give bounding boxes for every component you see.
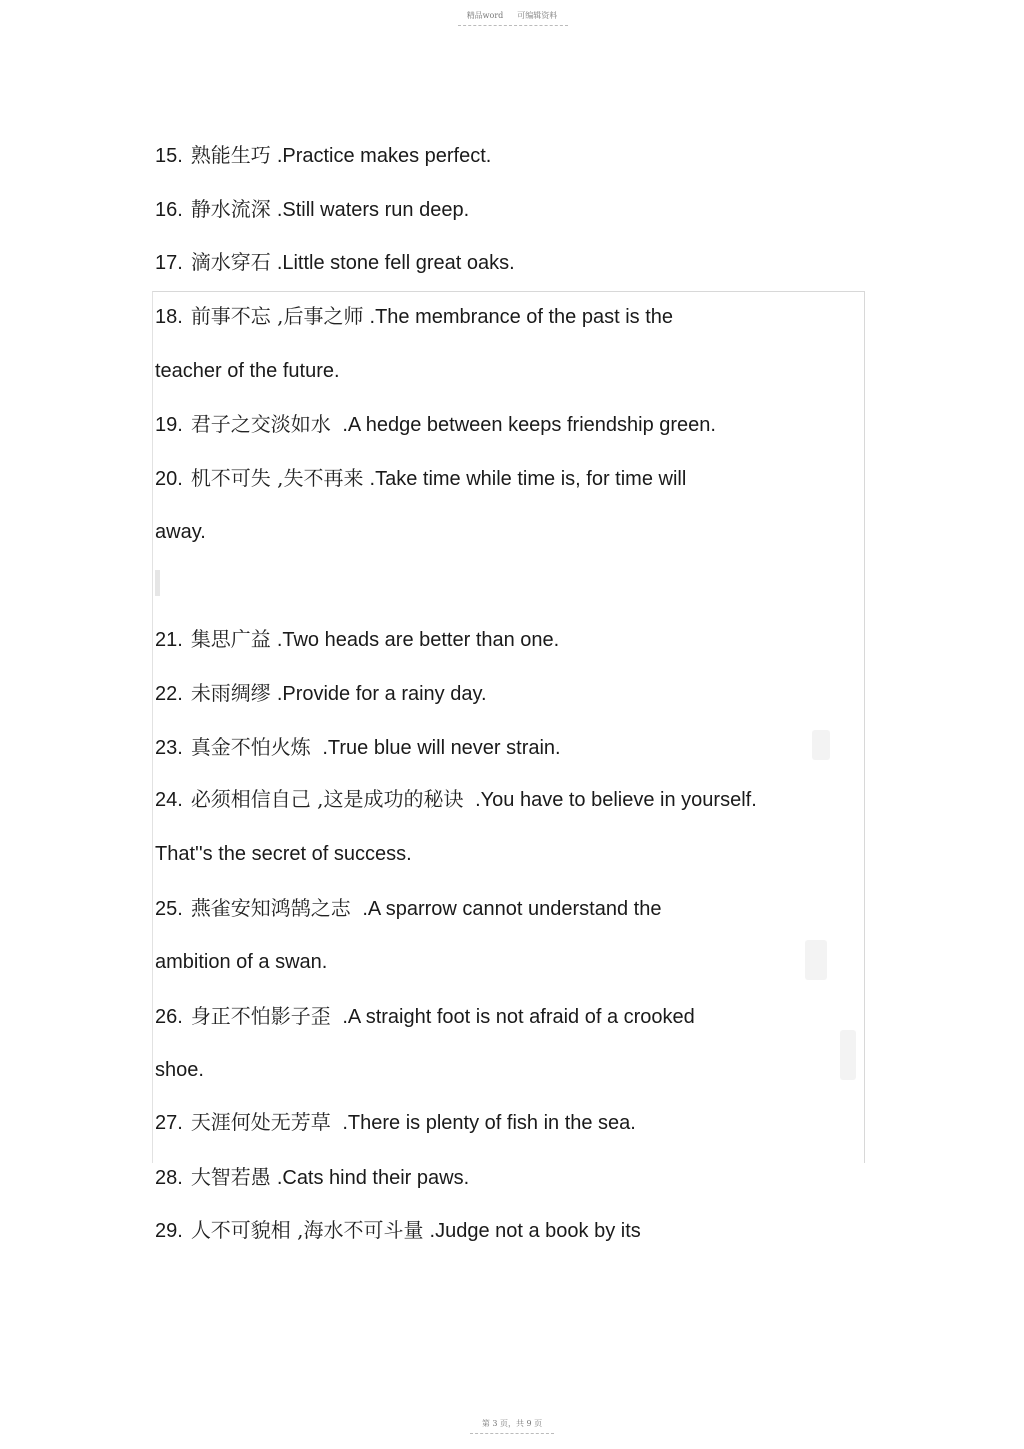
- page-header: [0, 10, 1024, 21]
- item-english: .Provide for a rainy day.: [276, 683, 487, 705]
- list-item: [155, 735, 561, 760]
- list-item-continuation: [155, 359, 340, 383]
- list-item-continuation: [155, 842, 412, 866]
- item-english: .A hedge between keeps friendship green.: [336, 414, 716, 436]
- item-number: 27.: [155, 1112, 183, 1134]
- list-item: [155, 197, 469, 222]
- list-item: [155, 304, 673, 329]
- item-chinese: 大智若愚: [190, 1165, 271, 1189]
- item-number: 29.: [155, 1220, 183, 1242]
- item-chinese: 君子之交淡如水: [190, 412, 331, 436]
- list-item: [155, 412, 716, 437]
- item-chinese: 集思广益: [190, 627, 271, 651]
- item-number: 20.: [155, 468, 183, 490]
- item-english: ambition of a swan.: [155, 951, 328, 973]
- list-item-continuation: [155, 950, 327, 974]
- list-item: [155, 250, 515, 275]
- page-number-text: 第 3 页，共 9 页: [481, 1419, 543, 1428]
- item-english: away.: [155, 521, 206, 543]
- item-chinese: 机不可失 ,失不再来: [190, 466, 364, 490]
- item-english: .A sparrow cannot understand the: [356, 898, 662, 920]
- list-item: [155, 1110, 636, 1135]
- list-item: [155, 143, 491, 168]
- scan-smudge: [840, 1030, 856, 1080]
- text-cursor-mark: [155, 570, 160, 596]
- item-chinese: 人不可貌相 ,海水不可斗量: [190, 1218, 424, 1242]
- item-number: 15.: [155, 145, 183, 167]
- list-item: [155, 1165, 469, 1190]
- scan-smudge: [812, 730, 830, 760]
- scan-smudge: [805, 940, 827, 980]
- list-item: [155, 896, 661, 921]
- item-english: .A straight foot is not afraid of a crooked: [336, 1006, 695, 1028]
- list-item: [155, 1218, 641, 1243]
- item-number: 18.: [155, 306, 183, 328]
- header-left-text: 精品word: [466, 11, 504, 20]
- list-item: [155, 787, 757, 812]
- item-number: 28.: [155, 1167, 183, 1189]
- item-english: .Take time while time is, for time will: [369, 468, 687, 490]
- item-chinese: 未雨绸缪: [190, 681, 271, 705]
- item-number: 22.: [155, 683, 183, 705]
- list-item: [155, 466, 686, 491]
- footer-rule: [470, 1433, 554, 1434]
- item-chinese: 静水流深: [190, 197, 271, 221]
- list-item: [155, 681, 487, 706]
- item-number: 16.: [155, 199, 183, 221]
- item-chinese: 真金不怕火炼: [190, 735, 311, 759]
- item-chinese: 身正不怕影子歪: [190, 1004, 331, 1028]
- list-item: [155, 627, 559, 652]
- item-chinese: 必须相信自己 ,这是成功的秘诀: [190, 787, 464, 811]
- item-english: .Judge not a book by its: [429, 1220, 641, 1242]
- item-english: That''s the secret of success.: [155, 843, 412, 865]
- item-english: .Little stone fell great oaks.: [276, 252, 515, 274]
- list-item-continuation: [155, 1058, 204, 1082]
- header-right-text: 可编辑资料: [517, 11, 558, 20]
- item-number: 25.: [155, 898, 183, 920]
- item-chinese: 熟能生巧: [190, 143, 271, 167]
- list-item: [155, 1004, 695, 1029]
- item-english: .You have to believe in yourself.: [469, 789, 757, 811]
- item-number: 23.: [155, 737, 183, 759]
- item-number: 21.: [155, 629, 183, 651]
- item-english: .Practice makes perfect.: [276, 145, 492, 167]
- item-number: 17.: [155, 252, 183, 274]
- item-number: 19.: [155, 414, 183, 436]
- item-english: shoe.: [155, 1059, 204, 1081]
- item-chinese: 天涯何处无芳草: [190, 1110, 331, 1134]
- header-rule: [458, 25, 568, 26]
- item-english: .Two heads are better than one.: [276, 629, 560, 651]
- item-english: .Still waters run deep.: [276, 199, 470, 221]
- item-english: .There is plenty of fish in the sea.: [336, 1112, 636, 1134]
- item-english: .True blue will never strain.: [316, 737, 561, 759]
- item-number: 26.: [155, 1006, 183, 1028]
- item-english: .Cats hind their paws.: [276, 1167, 470, 1189]
- list-item-continuation: [155, 520, 206, 544]
- item-number: 24.: [155, 789, 183, 811]
- item-english: .The membrance of the past is the: [369, 306, 674, 328]
- item-chinese: 滴水穿石: [190, 250, 271, 274]
- item-english: teacher of the future.: [155, 360, 340, 382]
- page-footer: [0, 1418, 1024, 1429]
- item-chinese: 燕雀安知鸿鹄之志: [190, 896, 351, 920]
- item-chinese: 前事不忘 ,后事之师: [190, 304, 364, 328]
